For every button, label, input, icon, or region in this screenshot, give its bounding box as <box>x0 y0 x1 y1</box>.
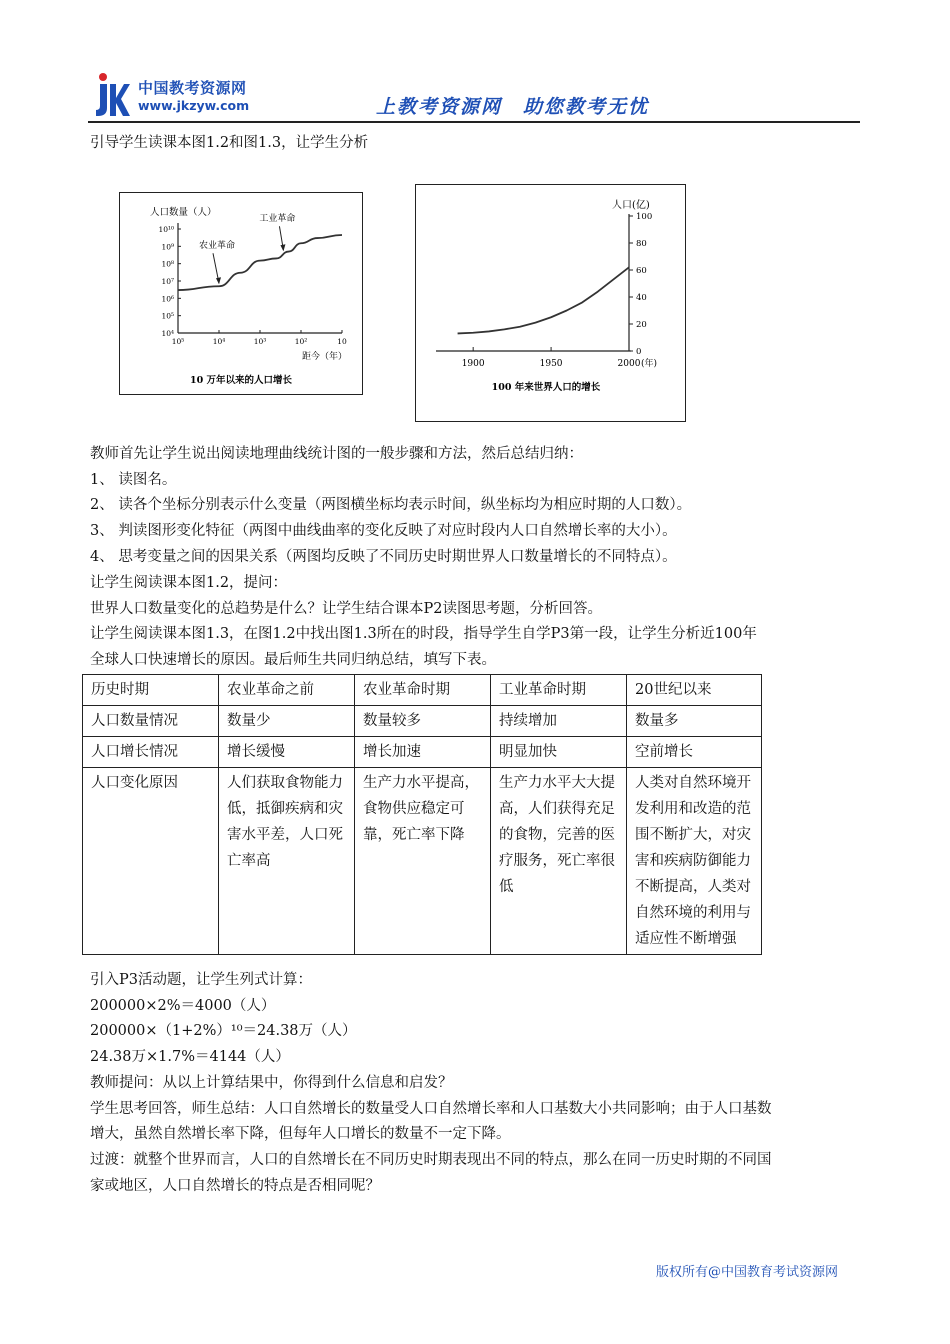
chart1-annotation-arrowhead <box>216 277 221 284</box>
chart1-title: 10 万年以来的人口增长 <box>189 375 293 386</box>
chart1-y-tick-label: 10⁷ <box>161 277 174 286</box>
table-cell <box>491 768 627 955</box>
table-header-cell: 工业革命时期 <box>491 675 627 706</box>
body-line: 过渡：就整个世界而言，人口的自然增长在不同历史时期表现出不同的特点，那么在同一历史时期的不同国 <box>90 1152 772 1168</box>
chart1-y-tick-label: 10⁸ <box>161 259 174 269</box>
table-cell: 数量较多 <box>355 706 491 737</box>
calc-line: 200000×2%＝4000（人） <box>90 998 276 1014</box>
table-cell: 空前增长 <box>627 737 762 768</box>
header-rule <box>88 121 860 123</box>
chart-100k-years-svg <box>120 193 362 394</box>
table-cell: 明显加快 <box>491 737 627 768</box>
chart-100-years-svg <box>416 185 685 421</box>
body-line: 全球人口快速增长的原因。最后师生共同归纳总结，填写下表。 <box>90 652 496 668</box>
chart2-y-tick-label: 40 <box>636 293 647 303</box>
chart2-xlabel: (年) <box>641 359 658 369</box>
chart1-annotation-arrowhead <box>280 244 285 251</box>
chart2-y-tick-label: 100 <box>636 212 653 222</box>
body-line: 增大，虽然自然增长率下降，但每年人口增长的数量不一定下降。 <box>90 1126 511 1142</box>
chart1-x-tick-label: 10³ <box>253 337 267 346</box>
table-row <box>83 737 762 768</box>
table-cell <box>355 768 491 955</box>
table-cell: 增长缓慢 <box>219 737 355 768</box>
table-cell: 人口数量情况 <box>83 706 219 737</box>
chart1-x-tick-label: 10⁵ <box>171 337 185 346</box>
chart1-x-tick-label: 10 <box>337 337 347 346</box>
chart1-x-tick-label: 10⁴ <box>212 337 226 346</box>
chart2-ylabel: 人口(亿) <box>612 200 650 211</box>
body-line: 教师提问：从以上计算结果中，你得到什么信息和启发？ <box>90 1075 453 1091</box>
chart2-y-tick-label: 60 <box>636 266 647 276</box>
chart2-x-tick-label: 1950 <box>539 359 563 369</box>
body-line: 世界人口数量变化的总趋势是什么？让学生结合课本P2读图思考题，分析回答。 <box>90 601 602 617</box>
table-cell-text: 人口变化原因 <box>91 775 178 791</box>
logo-name: 中国教考资源网 <box>138 79 247 97</box>
calc-line: 200000×（1+2%）¹⁰＝24.38万（人） <box>90 1023 357 1039</box>
intro-line: 引导学生读课本图1.2和图1.3，让学生分析 <box>90 135 369 151</box>
table-header-cell: 历史时期 <box>83 675 219 706</box>
chart2-y-tick-label: 0 <box>636 347 642 357</box>
table-header-cell: 20世纪以来 <box>627 675 762 706</box>
table-cell-text: 人们获取食物能力低，抵御疾病和灾害水平差，人口死亡率高 <box>227 775 343 869</box>
header-slogan: 上教考资源网 助您教考无忧 <box>376 96 650 118</box>
step-4: 4、 思考变量之间的因果关系（两图均反映了不同历史时期世界人口数量增长的不同特点）。 <box>90 549 677 565</box>
logo-url[interactable]: www.jkzyw.com <box>138 98 250 113</box>
step-3: 3、 判读图形变化特征（两图中曲线曲率的变化反映了对应时段内人口自然增长率的大小）。 <box>90 523 677 539</box>
table-cell: 增长加速 <box>355 737 491 768</box>
chart1-annotation: 工业革命 <box>259 214 296 225</box>
chart2-y-tick-label: 20 <box>636 320 647 330</box>
chart1-y-tick-label: 10¹⁰ <box>158 225 174 234</box>
table-cell-text: 人类对自然环境开发利用和改造的范围不断扩大，对灾害和疾病防御能力不断提高，人类对自然环境的利用与适应性不断增强 <box>635 775 751 947</box>
table-header-row <box>83 675 762 706</box>
chart1-y-tick-label: 10⁴ <box>161 329 174 338</box>
page-header <box>88 64 860 124</box>
step-1: 1、 读图名。 <box>90 472 177 488</box>
chart2-x-tick-label: 1900 <box>461 359 485 369</box>
table-cell: 人口增长情况 <box>83 737 219 768</box>
table-cell-text: 生产力水平提高，食物供应稳定可靠，死亡率下降 <box>363 775 479 843</box>
step-2: 2、 读各个坐标分别表示什么变量（两图横坐标均表示时间，纵坐标均为相应时期的人口数）。 <box>90 497 692 513</box>
table-header-cell: 农业革命时期 <box>355 675 491 706</box>
table-row <box>83 768 762 955</box>
table-cell: 数量少 <box>219 706 355 737</box>
table-cell: 数量多 <box>627 706 762 737</box>
jk-logo-icon <box>94 72 130 118</box>
table-cell: 持续增加 <box>491 706 627 737</box>
body-line: 引入P3活动题，让学生列式计算： <box>90 972 312 988</box>
chart2-x-tick-label: 2000 <box>617 359 641 369</box>
chart1-y-tick-label: 10⁶ <box>161 294 174 304</box>
chart2-y-tick-label: 80 <box>636 239 647 249</box>
chart-100-years <box>415 184 686 422</box>
chart1-y-tick-label: 10⁵ <box>161 311 174 321</box>
body-line: 让学生阅读课本图1.3，在图1.2中找出图1.3所在的时段，指导学生自学P3第一段，让学生分析近100年 <box>90 626 757 642</box>
body-line: 学生思考回答，师生总结：人口自然增长的数量受人口自然增长率和人口基数大小共同影响；由于人口基数 <box>90 1101 772 1117</box>
chart1-ylabel: 人口数量（人） <box>150 207 217 218</box>
table-cell <box>219 768 355 955</box>
body-line: 教师首先让学生说出阅读地理曲线统计图的一般步骤和方法，然后总结归纳： <box>90 446 583 462</box>
table-cell-text: 生产力水平大大提高，人们获得充足的食物，完善的医疗服务，死亡率很低 <box>499 775 615 895</box>
chart-100k-years <box>119 192 363 395</box>
table-cell <box>627 768 762 955</box>
table-cell <box>83 768 219 955</box>
table-header-cell: 农业革命之前 <box>219 675 355 706</box>
table-row <box>83 706 762 737</box>
chart1-xlabel: 距今（年） <box>302 352 348 362</box>
body-line: 让学生阅读课本图1.2，提问： <box>90 575 288 591</box>
chart1-x-tick-label: 10² <box>294 337 308 346</box>
chart1-annotation: 农业革命 <box>198 241 236 252</box>
history-table <box>82 674 762 955</box>
chart2-title: 100 年来世界人口的增长 <box>491 382 601 393</box>
copyright-footer: 版权所有@中国教育考试资源网 <box>656 1265 839 1280</box>
chart1-y-tick-label: 10⁹ <box>161 242 174 252</box>
body-line: 家或地区，人口自然增长的特点是否相同呢？ <box>90 1178 380 1194</box>
calc-line: 24.38万×1.7%＝4144（人） <box>90 1049 290 1065</box>
chart2-series-line <box>458 267 629 333</box>
